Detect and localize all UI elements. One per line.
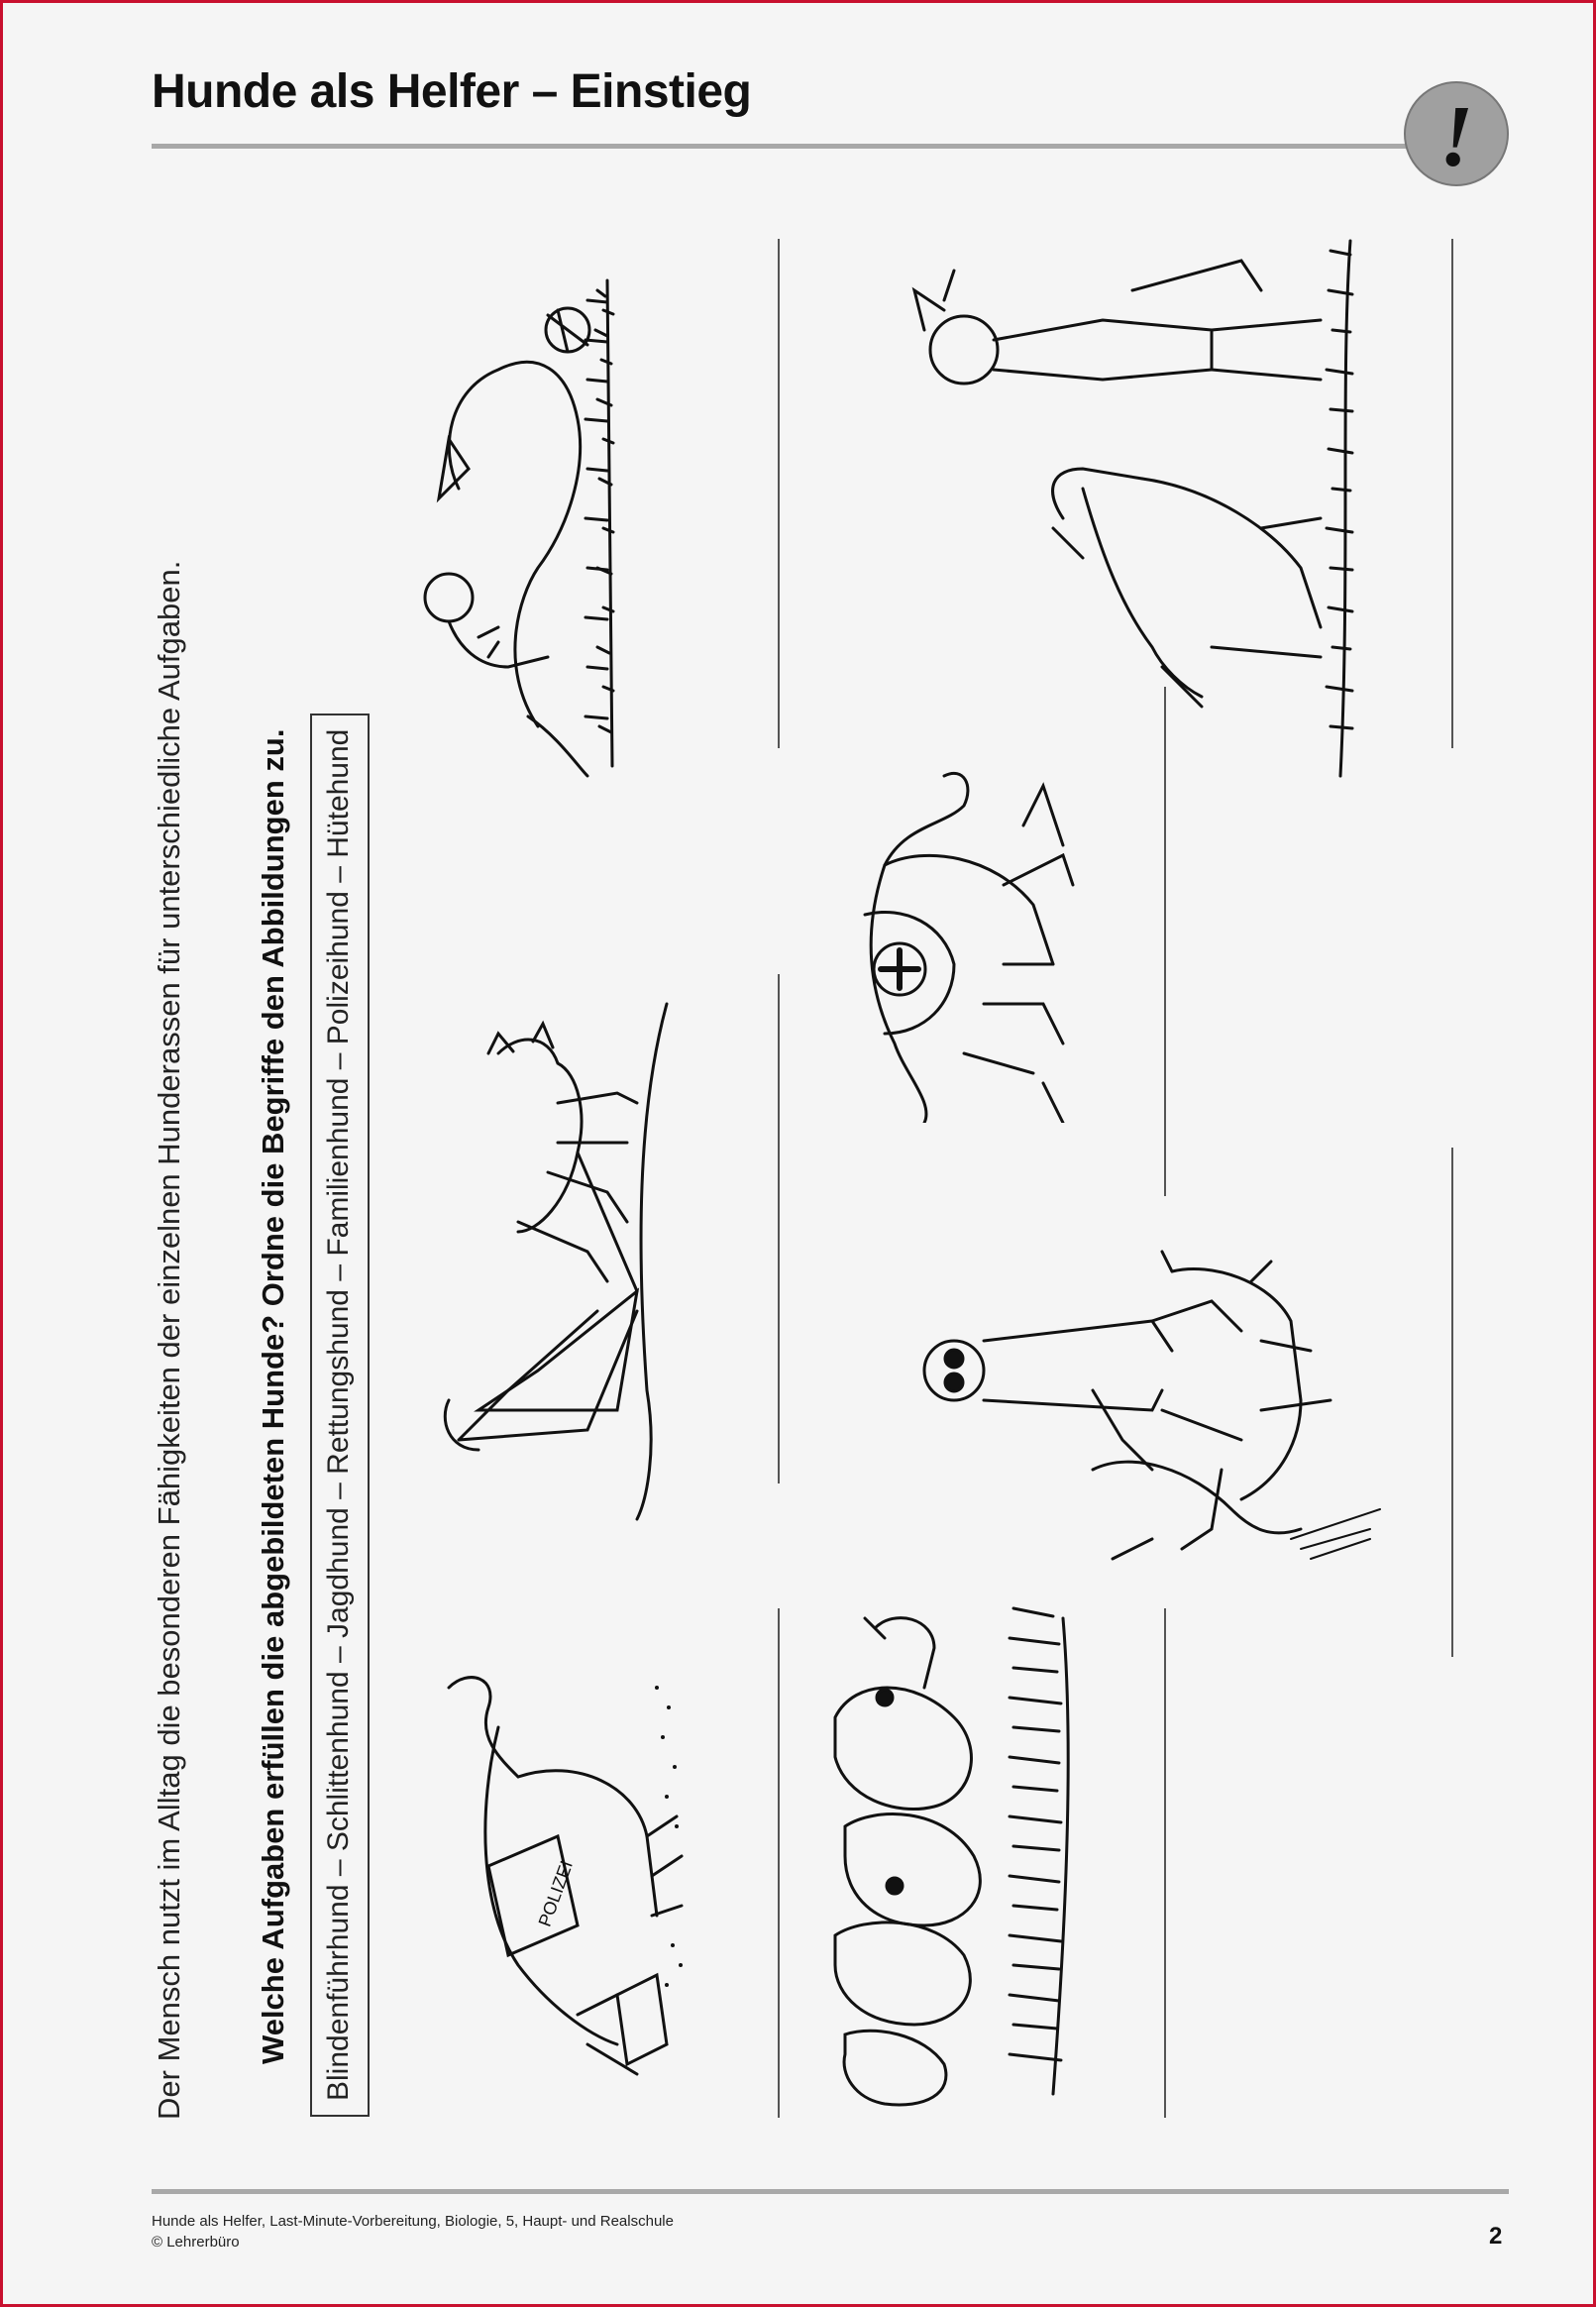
- page-number: 2: [1489, 2223, 1503, 2250]
- exclamation-icon: [1403, 80, 1510, 187]
- footer-copyright: © Lehrerbüro: [152, 2234, 240, 2251]
- svg-text:POLIZEI: POLIZEI: [534, 1858, 578, 1929]
- page-title: Hunde als Helfer – Einstieg: [152, 65, 752, 118]
- footer-divider: [152, 2189, 1509, 2194]
- footer-source: Hunde als Helfer, Last-Minute-Vorbereitung, Biologie, 5, Haupt- und Realschule: [152, 2213, 674, 2230]
- intro-text: Der Mensch nutzt im Alltag die besonderen Fähigkeiten der einzelnen Hunderassen für unterschiedliche Aufgaben.: [152, 560, 186, 2120]
- answer-line-2: [778, 974, 780, 1483]
- family-dog-with-child-illustration: [419, 271, 677, 786]
- hunting-dog-with-hunter-illustration: [885, 231, 1380, 786]
- answer-line-6: [1451, 239, 1453, 748]
- answer-line-3: [778, 1608, 780, 2118]
- sled-dog-illustration: [439, 994, 696, 1529]
- rescue-dog-illustration: [845, 766, 1083, 1123]
- footer-text: [152, 2211, 674, 2252]
- term-box: Blindenführhund – Schlittenhund – Jagdhund – Rettungshund – Familienhund – Polizeihund – Hütehund: [310, 714, 370, 2117]
- police-dog-illustration: [439, 1668, 696, 2084]
- answer-line-5: [1164, 1608, 1166, 2118]
- svg-text:!: !: [1438, 89, 1474, 185]
- title-divider: [152, 144, 1410, 149]
- answer-line-1: [778, 239, 780, 748]
- herding-dog-with-sheep-illustration: [815, 1598, 1093, 2114]
- task-question: Welche Aufgaben erfüllen die abgebildeten Hunde? Ordne die Begriffe den Abbildungen zu.: [256, 728, 290, 2064]
- guide-dog-illustration: [914, 1242, 1390, 1569]
- answer-line-7: [1451, 1148, 1453, 1657]
